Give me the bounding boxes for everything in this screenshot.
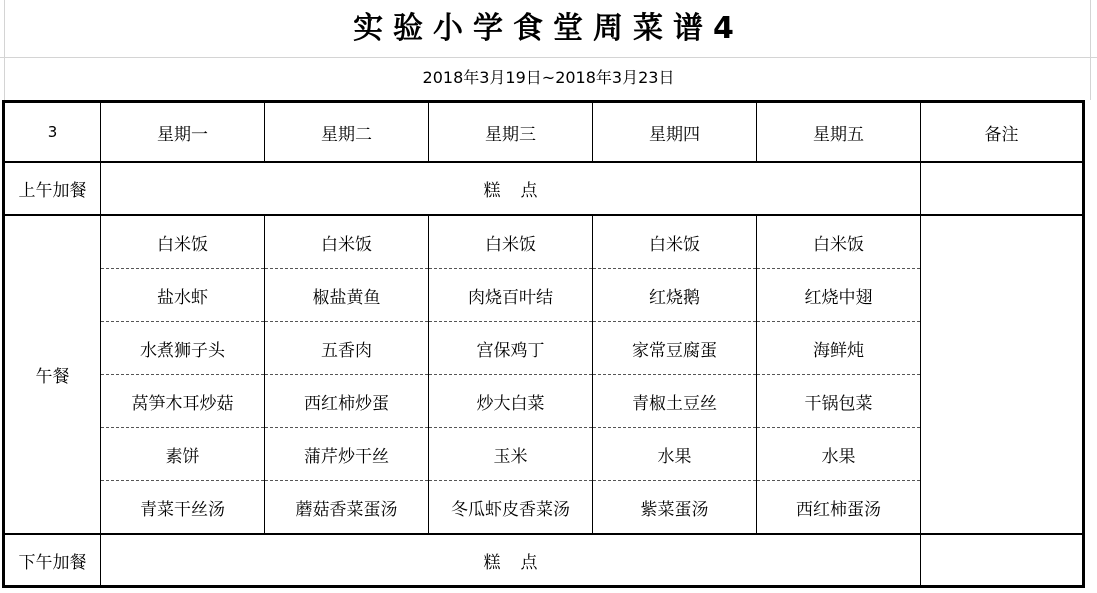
day-header-tue[interactable]: 星期二 (265, 102, 429, 163)
weekly-menu-table (2, 100, 1085, 588)
dish-cell[interactable]: 家常豆腐蛋 (593, 322, 757, 375)
dish-cell[interactable]: 盐水虾 (101, 269, 265, 322)
afternoon-snack-label[interactable]: 下午加餐 (4, 534, 101, 587)
dish-cell[interactable]: 玉米 (429, 428, 593, 481)
afternoon-snack-cell[interactable] (101, 534, 921, 587)
dish-cell[interactable]: 白米饭 (757, 215, 921, 269)
dish-cell[interactable]: 冬瓜虾皮香菜汤 (429, 481, 593, 535)
dish-cell[interactable]: 红烧鹅 (593, 269, 757, 322)
dish-cell[interactable]: 水果 (757, 428, 921, 481)
dish-cell[interactable]: 白米饭 (265, 215, 429, 269)
afternoon-snack-content: 糕点 (483, 552, 558, 573)
dish-cell[interactable]: 白米饭 (101, 215, 265, 269)
header-row (4, 102, 1084, 163)
morning-snack-row (4, 162, 1084, 215)
morning-snack-cell[interactable] (101, 162, 921, 215)
afternoon-snack-row (4, 534, 1084, 587)
day-header-thu[interactable]: 星期四 (593, 102, 757, 163)
dish-cell[interactable]: 海鲜炖 (757, 322, 921, 375)
dish-cell[interactable]: 白米饭 (429, 215, 593, 269)
morning-snack-note-cell[interactable] (921, 162, 1084, 215)
dish-cell[interactable]: 青菜干丝汤 (101, 481, 265, 535)
dish-cell[interactable]: 蘑菇香菜蛋汤 (265, 481, 429, 535)
dish-cell[interactable]: 水煮狮子头 (101, 322, 265, 375)
dish-cell[interactable]: 西红柿炒蛋 (265, 375, 429, 428)
morning-snack-label[interactable]: 上午加餐 (4, 162, 101, 215)
date-range: 2018年3月19日~2018年3月23日 (422, 68, 675, 87)
lunch-label[interactable]: 午餐 (4, 215, 101, 534)
day-header-fri[interactable]: 星期五 (757, 102, 921, 163)
week-number-cell[interactable]: 3 (4, 102, 101, 163)
lunch-note-cell[interactable] (921, 215, 1084, 534)
afternoon-snack-note-cell[interactable] (921, 534, 1084, 587)
dish-cell[interactable]: 五香肉 (265, 322, 429, 375)
day-header-wed[interactable]: 星期三 (429, 102, 593, 163)
dish-cell[interactable]: 炒大白菜 (429, 375, 593, 428)
morning-snack-content: 糕点 (483, 181, 558, 201)
dish-cell[interactable]: 素饼 (101, 428, 265, 481)
dish-cell[interactable]: 肉烧百叶结 (429, 269, 593, 322)
dish-cell[interactable]: 干锅包菜 (757, 375, 921, 428)
dish-cell[interactable]: 红烧中翅 (757, 269, 921, 322)
dish-cell[interactable]: 西红柿蛋汤 (757, 481, 921, 535)
dish-cell[interactable]: 莴笋木耳炒菇 (101, 375, 265, 428)
dish-cell[interactable]: 宫保鸡丁 (429, 322, 593, 375)
dish-cell[interactable]: 水果 (593, 428, 757, 481)
note-header[interactable]: 备注 (921, 102, 1084, 163)
dish-cell[interactable]: 椒盐黄鱼 (265, 269, 429, 322)
dish-cell[interactable]: 紫菜蛋汤 (593, 481, 757, 535)
day-header-mon[interactable]: 星期一 (101, 102, 265, 163)
sheet-gridline (0, 57, 1097, 58)
dish-cell[interactable]: 蒲芹炒干丝 (265, 428, 429, 481)
dish-cell[interactable]: 青椒土豆丝 (593, 375, 757, 428)
dish-cell[interactable]: 白米饭 (593, 215, 757, 269)
menu-title: 实验小学食堂周菜谱4 (353, 11, 744, 46)
lunch-row (4, 215, 1084, 269)
